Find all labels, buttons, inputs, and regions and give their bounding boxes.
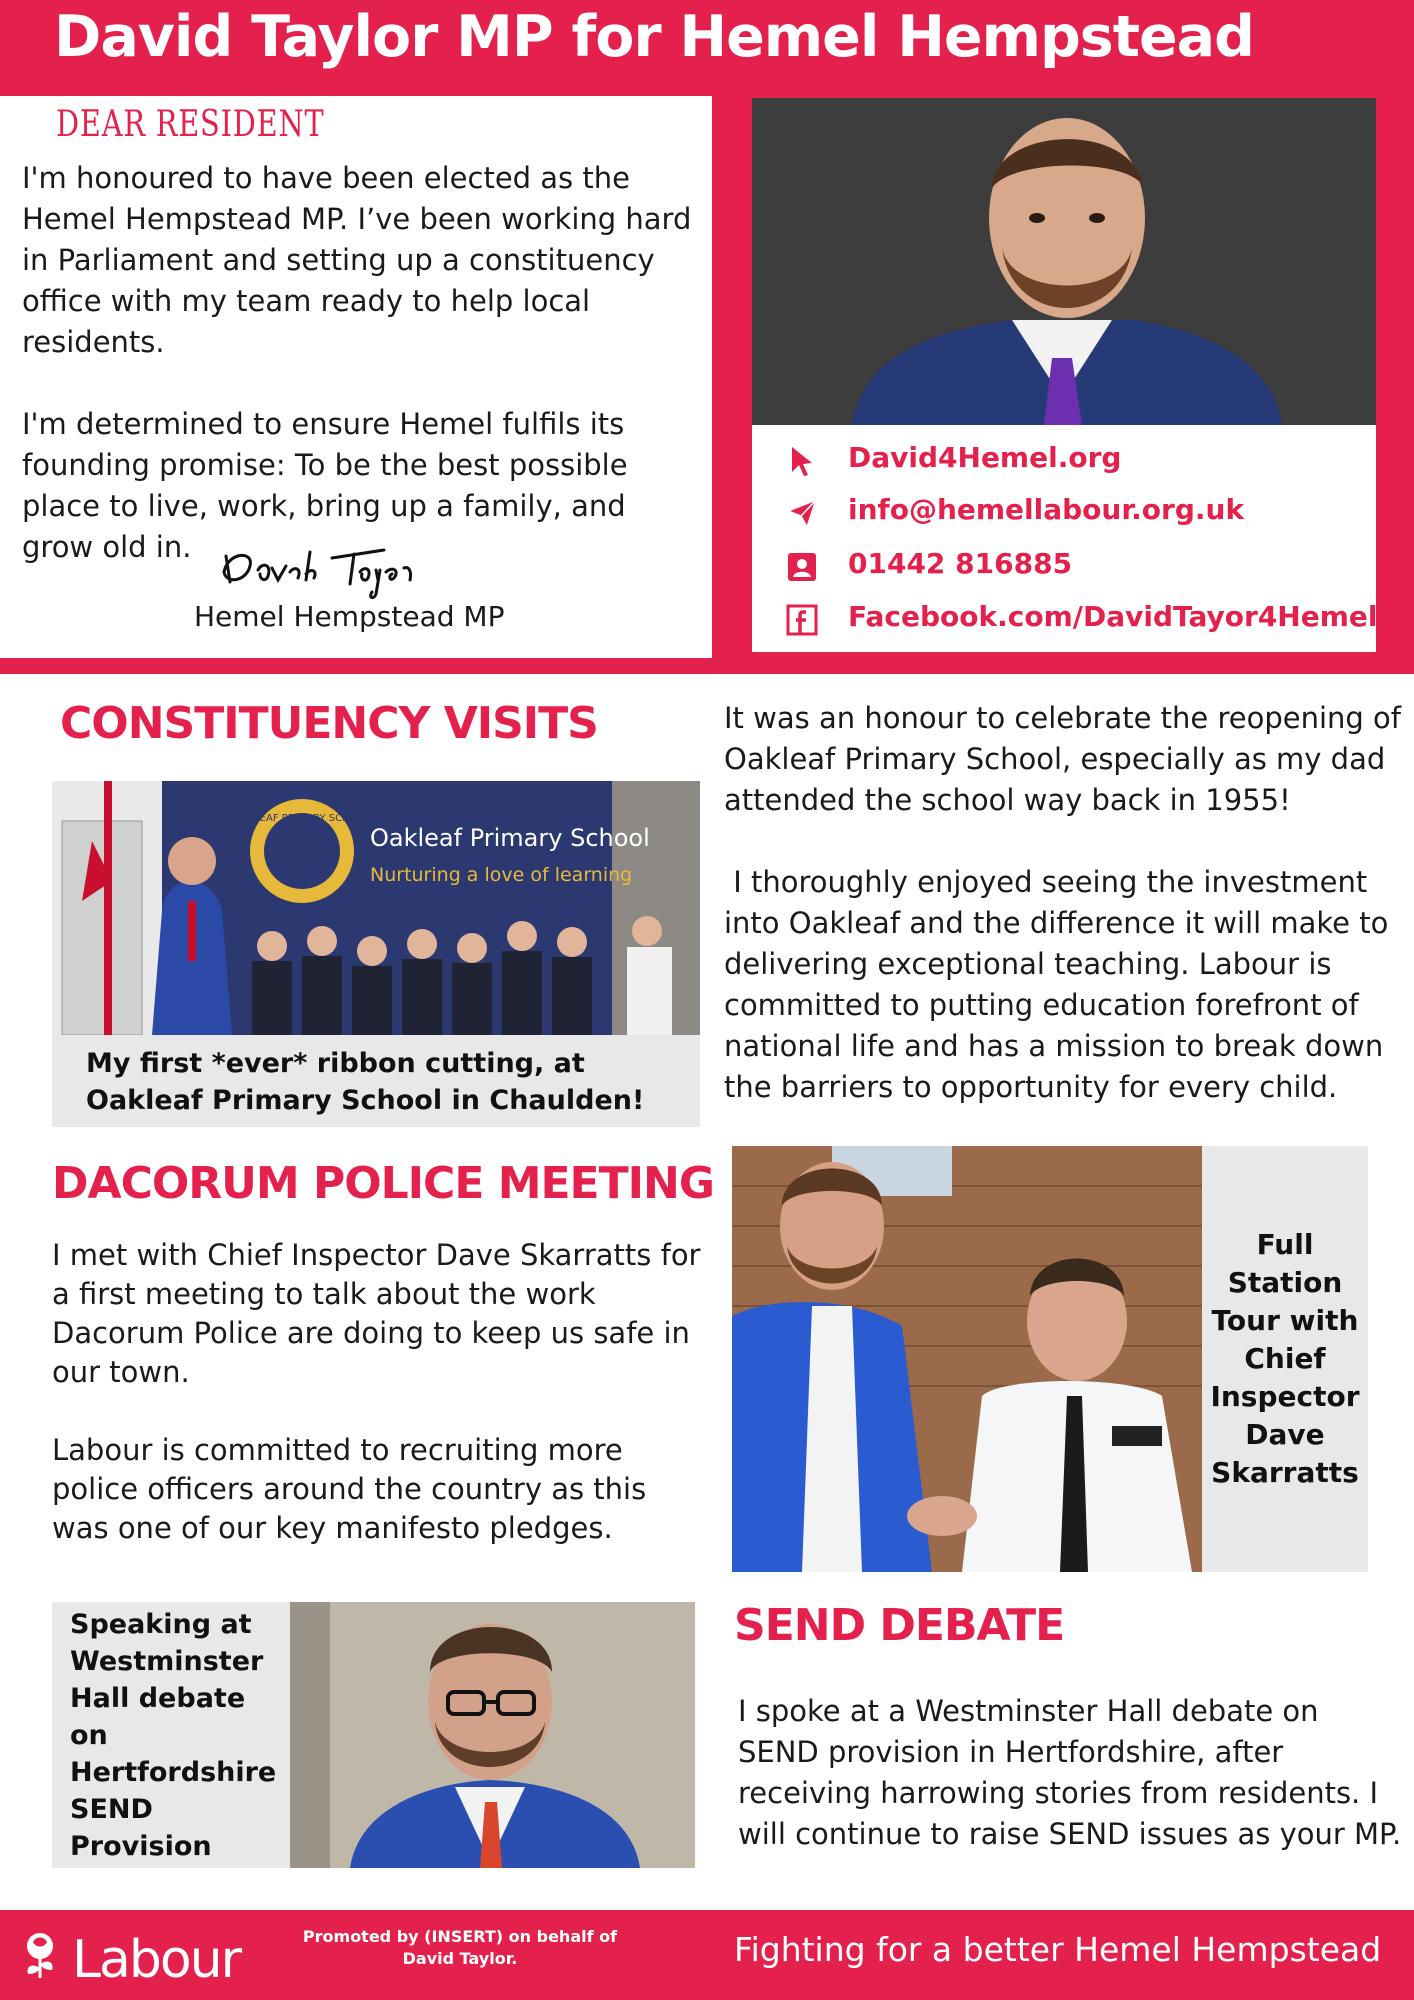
mp-portrait-photo bbox=[752, 98, 1376, 425]
cursor-icon bbox=[786, 445, 818, 477]
letter-paragraph: I'm honoured to have been elected as the Hemel Hempstead MP. I’ve been working hard in Parliament and setting up a constituency office with my team ready to help local residents. bbox=[22, 161, 692, 359]
contact-website-text[interactable]: David4Hemel.org bbox=[848, 441, 1122, 474]
letter-greeting: DEAR RESIDENT bbox=[56, 104, 325, 145]
contact-phone[interactable] bbox=[752, 545, 1376, 589]
westminster-debate-photo bbox=[290, 1602, 695, 1868]
school-sign-tagline: Nurturing a love of learning bbox=[370, 864, 633, 886]
police-heading: DACORUM POLICE MEETING bbox=[52, 1158, 714, 1209]
police-photo-caption: Full Station Tour with Chief Inspector Dave Skarratts bbox=[1202, 1146, 1368, 1572]
visits-heading: CONSTITUENCY VISITS bbox=[60, 698, 598, 749]
paper-plane-icon bbox=[786, 497, 818, 529]
signature-caption: Hemel Hempstead MP bbox=[194, 600, 505, 633]
letter-paragraph: I'm determined to ensure Hemel fulfils its founding promise: To be the best possible place to live, work, bring up a family, and grow old in. bbox=[22, 407, 628, 564]
contact-box bbox=[752, 425, 1376, 652]
labour-logo bbox=[20, 1926, 270, 1990]
school-photo-caption: My first *ever* ribbon cutting, at Oakleaf Primary School in Chaulden! bbox=[52, 1035, 700, 1127]
contact-website[interactable] bbox=[752, 439, 1376, 483]
footer-tagline: Fighting for a better Hemel Hempstead bbox=[734, 1930, 1382, 1969]
article-paragraph: Labour is committed to recruiting more police officers around the country as this was one of our key manifesto pledges. bbox=[52, 1433, 647, 1545]
header-banner bbox=[0, 0, 1414, 96]
contact-email-text[interactable]: info@hemellabour.org.uk bbox=[848, 493, 1245, 526]
westminster-photo-caption: Speaking at Westminster Hall debate on Hertfordshire SEND Provision bbox=[52, 1602, 290, 1868]
police-article bbox=[52, 1236, 712, 1587]
school-ribbon-photo bbox=[52, 781, 700, 1035]
article-paragraph: I met with Chief Inspector Dave Skarratts for a first meeting to talk about the work Dacorum Police are doing to keep us safe in our town. bbox=[52, 1238, 701, 1389]
contact-email[interactable] bbox=[752, 491, 1376, 535]
page-title: David Taylor MP for Hemel Hempstead bbox=[54, 4, 1254, 70]
article-paragraph: It was an honour to celebrate the reopening of Oakleaf Primary School, especially as my dad attended the school way back in 1955! bbox=[724, 701, 1401, 817]
contact-phone-text[interactable]: 01442 816885 bbox=[848, 547, 1073, 580]
footer-banner bbox=[0, 1910, 1414, 2000]
send-heading: SEND DEBATE bbox=[734, 1600, 1065, 1651]
letter-body bbox=[22, 158, 702, 568]
contact-facebook-text[interactable]: Facebook.com/DavidTayor4Hemel bbox=[848, 600, 1378, 633]
article-paragraph: I thoroughly enjoyed seeing the investment into Oakleaf and the difference it will make to delivering exceptional teaching. Labour is committed to putting education forefront of national life and has a mission to break down the barriers to opportunity for every child. bbox=[724, 865, 1398, 1104]
contact-facebook[interactable] bbox=[752, 598, 1376, 642]
labour-logo-text: Labour bbox=[72, 1930, 240, 1990]
contact-card-icon bbox=[786, 551, 818, 583]
signature-image bbox=[214, 532, 444, 602]
oakleaf-article bbox=[724, 698, 1404, 1149]
signature-text: David Taylor bbox=[214, 532, 221, 533]
section-divider bbox=[0, 658, 1414, 674]
imprint-text: Promoted by (INSERT) on behalf of David Taylor. bbox=[302, 1927, 618, 1968]
rose-icon bbox=[20, 1930, 60, 1982]
facebook-icon bbox=[786, 604, 818, 636]
police-handshake-photo bbox=[732, 1146, 1202, 1572]
school-sign-name: Oakleaf Primary School bbox=[370, 824, 650, 852]
send-article: I spoke at a Westminster Hall debate on SEND provision in Hertfordshire, after receiving harrowing stories from residents. I will continue to raise SEND issues as your MP. bbox=[738, 1694, 1402, 1851]
school-badge-text: OAKLEAF PRIMARY SCHOOL bbox=[233, 813, 371, 824]
